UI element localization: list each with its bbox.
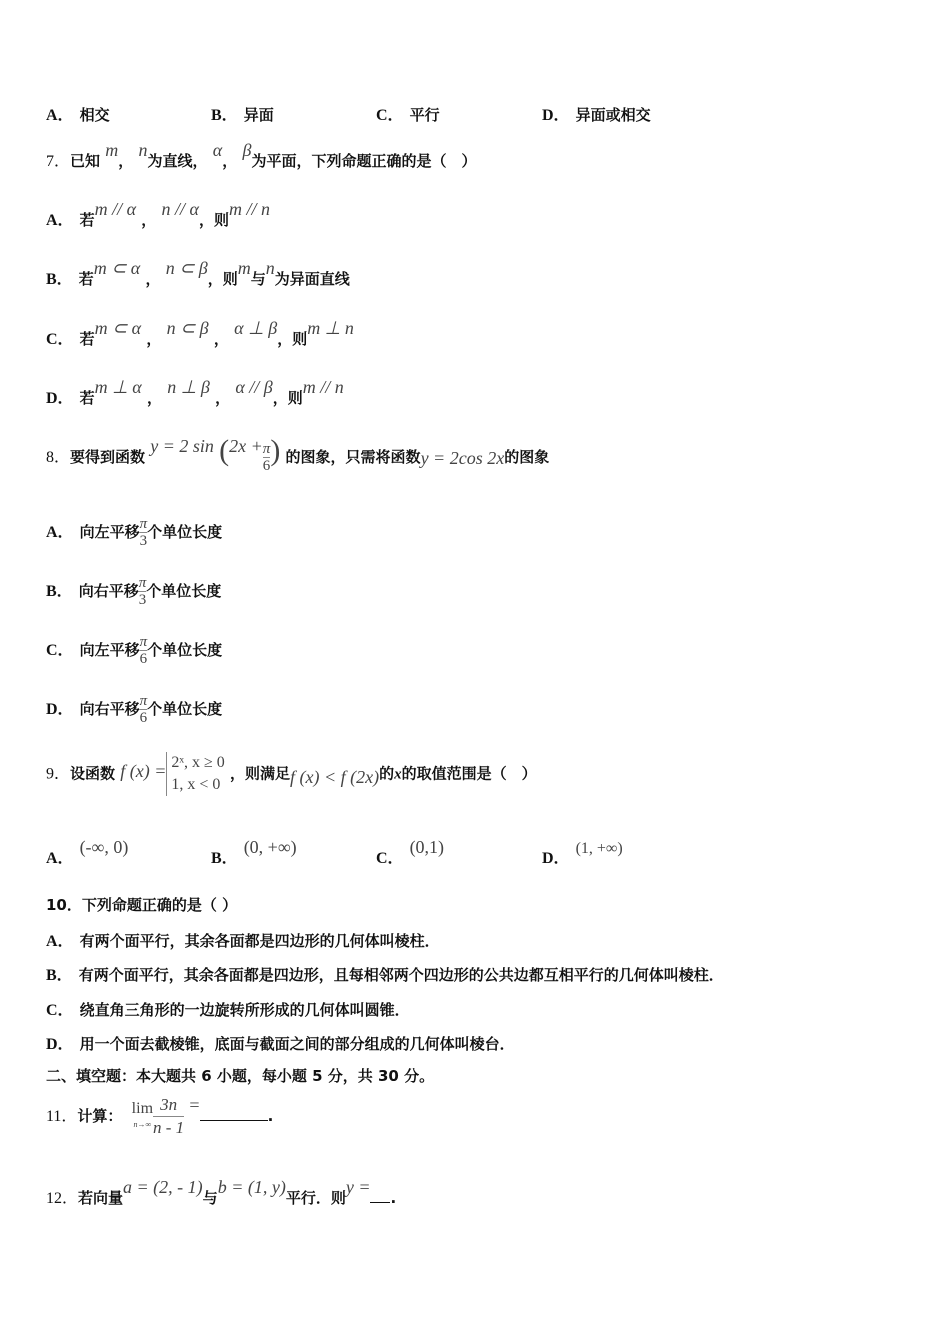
- numerator: π: [139, 693, 148, 709]
- math: n // α: [161, 199, 199, 219]
- option-label: A．: [46, 524, 74, 541]
- option-label: B．: [211, 850, 238, 867]
- text: 绕直角三角形的一边旋转所形成的几何体叫圆锥．: [79, 1001, 410, 1019]
- q-number: 8．: [46, 449, 71, 466]
- question-7: [46, 140, 477, 171]
- math: =: [189, 1095, 200, 1115]
- denominator: 3: [138, 592, 147, 608]
- text: ，: [141, 211, 157, 229]
- text: 平行．则: [285, 1189, 346, 1207]
- option-label: A．: [46, 212, 74, 229]
- math: 2x +: [229, 436, 263, 456]
- paren: (: [219, 434, 230, 467]
- text: 的取值范围是（ ）: [401, 764, 537, 783]
- denominator: 6: [139, 710, 148, 726]
- text: ，则满足: [230, 764, 291, 783]
- option-a: 相交: [79, 106, 110, 124]
- math: (1, +∞): [575, 840, 623, 857]
- text: ，则: [272, 389, 303, 407]
- q10-option-c: [46, 997, 410, 1020]
- math: a = (2, - 1): [123, 1177, 203, 1197]
- denominator: 3: [139, 533, 148, 549]
- text: 的图象，只需将函数: [285, 448, 421, 466]
- numerator: π: [138, 575, 147, 591]
- q8-option-b: [46, 575, 221, 608]
- option-label: D．: [542, 850, 570, 867]
- text: 个单位长度: [147, 641, 223, 659]
- option-label: C．: [46, 1002, 74, 1019]
- math: y = 2cos 2x: [420, 448, 505, 468]
- fraction: [140, 516, 148, 549]
- q7-option-b: [46, 258, 350, 289]
- math: m: [237, 258, 251, 278]
- option-label: A．: [46, 107, 74, 124]
- text: ，: [215, 389, 231, 407]
- math: y = 2 sin: [150, 436, 214, 456]
- fraction: [153, 1094, 184, 1139]
- math: α ⊥ β: [234, 318, 278, 338]
- option-label: A．: [46, 850, 74, 867]
- denominator: n - 1: [153, 1118, 185, 1137]
- q10-option-d: [46, 1031, 515, 1054]
- text: .: [390, 1189, 397, 1207]
- text: 要得到函数: [70, 448, 146, 466]
- text: 向右平移: [79, 700, 140, 718]
- answer-blank[interactable]: [370, 1202, 390, 1203]
- math: m ⊂ α: [94, 318, 142, 338]
- option-label: C．: [46, 331, 74, 348]
- math: β: [242, 140, 252, 160]
- fraction: [140, 693, 148, 726]
- text: 计算：: [77, 1107, 123, 1125]
- math: y =: [345, 1177, 371, 1197]
- numerator: π: [262, 441, 271, 457]
- math: m: [105, 140, 119, 160]
- case: 1, x < 0: [171, 776, 221, 793]
- option-label: D．: [46, 1036, 74, 1053]
- text: 有两个面平行，其余各面都是四边形，且每相邻两个四边形的公共边都互相平行的几何体叫棱柱．: [78, 966, 724, 984]
- lim: lim: [131, 1099, 154, 1117]
- math: n: [265, 258, 275, 278]
- text: 与: [202, 1189, 218, 1207]
- math: m // n: [228, 199, 270, 219]
- option-label: D．: [46, 390, 74, 407]
- text: 已知: [70, 152, 101, 170]
- option-label: B．: [46, 271, 73, 288]
- text: 个单位长度: [146, 582, 222, 600]
- text: 若: [79, 330, 95, 348]
- text: .: [267, 1107, 274, 1125]
- q-number: 9．: [46, 765, 71, 783]
- option-label: B．: [211, 107, 238, 124]
- text: ，: [118, 152, 134, 170]
- question-9: [46, 752, 537, 796]
- q-number: 11．: [46, 1108, 78, 1125]
- text: 的: [379, 764, 395, 783]
- text: x: [394, 766, 402, 783]
- denominator: 6: [262, 458, 271, 474]
- text: 个单位长度: [147, 700, 223, 718]
- text: 与: [250, 270, 266, 288]
- text: 向右平移: [78, 582, 139, 600]
- text: 的图象: [504, 448, 550, 466]
- math: m ⊂ α: [93, 258, 141, 278]
- section-heading: 二、填空题：本大题共 6 小题，每小题 5 分，共 30 分。: [46, 1067, 435, 1085]
- numerator: π: [139, 516, 148, 532]
- piecewise: [166, 752, 224, 796]
- text: 若: [79, 389, 95, 407]
- text: 若向量: [78, 1189, 124, 1207]
- text: ，: [145, 270, 161, 288]
- option-label: C．: [376, 850, 404, 867]
- text: 为异面直线: [274, 270, 350, 288]
- math: f (x) =: [120, 760, 167, 781]
- case: 2ˣ, x ≥ 0: [171, 754, 225, 771]
- math: α: [212, 140, 223, 160]
- question-11: [46, 1094, 273, 1139]
- q7-option-a: [46, 199, 270, 230]
- text: ，: [222, 152, 238, 170]
- q8-option-d: [46, 693, 222, 726]
- math: n: [138, 140, 148, 160]
- text: 设函数: [70, 764, 116, 783]
- paren: ): [270, 434, 281, 467]
- math: m ⊥ n: [307, 318, 354, 338]
- option-label: D．: [542, 107, 570, 124]
- option-label: B．: [46, 583, 73, 600]
- math: m // n: [302, 377, 344, 397]
- text: 向左平移: [79, 641, 140, 659]
- math: (0, +∞): [243, 837, 297, 857]
- math: (-∞, 0): [79, 837, 129, 857]
- q-number: 12．: [46, 1190, 79, 1207]
- option-label: A．: [46, 933, 74, 950]
- text: 若: [78, 270, 94, 288]
- q10-option-b: [46, 962, 724, 985]
- math: n ⊥ β: [167, 377, 210, 397]
- text: 为直线，: [147, 152, 208, 170]
- math: f (x) < f (2x): [290, 766, 380, 787]
- q8-option-a: [46, 516, 222, 549]
- limit: [132, 1101, 153, 1133]
- answer-blank[interactable]: [200, 1120, 268, 1121]
- text: 为平面，下列命题正确的是（ ）: [251, 152, 477, 170]
- q-number: 7．: [46, 153, 71, 170]
- numerator: π: [139, 634, 148, 650]
- q8-option-c: [46, 634, 222, 667]
- text: 个单位长度: [147, 523, 223, 541]
- text: 若: [79, 211, 95, 229]
- text: ，则: [198, 211, 229, 229]
- text: 向左平移: [79, 523, 140, 541]
- text: ，: [146, 389, 162, 407]
- q7-option-c: [46, 318, 354, 349]
- option-label: D．: [46, 701, 74, 718]
- q6-options: [46, 102, 906, 124]
- math: b = (1, y): [217, 1177, 286, 1197]
- math: n ⊂ β: [166, 318, 209, 338]
- option-label: C．: [46, 642, 74, 659]
- text: ，则: [277, 330, 308, 348]
- q7-option-d: [46, 377, 344, 408]
- math: m // α: [94, 199, 137, 219]
- text: ，则: [207, 270, 238, 288]
- math: m ⊥ α: [94, 377, 142, 397]
- fraction: [140, 634, 148, 667]
- question-8: [46, 436, 549, 480]
- option-label: C．: [376, 107, 404, 124]
- text: ，: [146, 330, 162, 348]
- q9-options: [46, 835, 906, 865]
- denominator: 6: [139, 651, 148, 667]
- option-label: B．: [46, 967, 73, 984]
- math: (0,1): [409, 837, 445, 857]
- question-10: 10．下列命题正确的是（ ）: [46, 896, 238, 914]
- numerator: 3n: [153, 1094, 184, 1117]
- option-d: 异面或相交: [575, 106, 651, 124]
- question-12: [46, 1177, 397, 1208]
- text: ，: [213, 330, 229, 348]
- option-c: 平行: [409, 106, 440, 124]
- q10-option-a: [46, 928, 440, 951]
- text: 用一个面去截棱锥，底面与截面之间的部分组成的几何体叫棱台．: [79, 1035, 515, 1053]
- option-b: 异面: [243, 106, 274, 124]
- text: 有两个面平行，其余各面都是四边形的几何体叫棱柱．: [79, 932, 440, 950]
- lim-sub: n→∞: [133, 1119, 152, 1129]
- math: n ⊂ β: [165, 258, 208, 278]
- math: α // β: [235, 377, 273, 397]
